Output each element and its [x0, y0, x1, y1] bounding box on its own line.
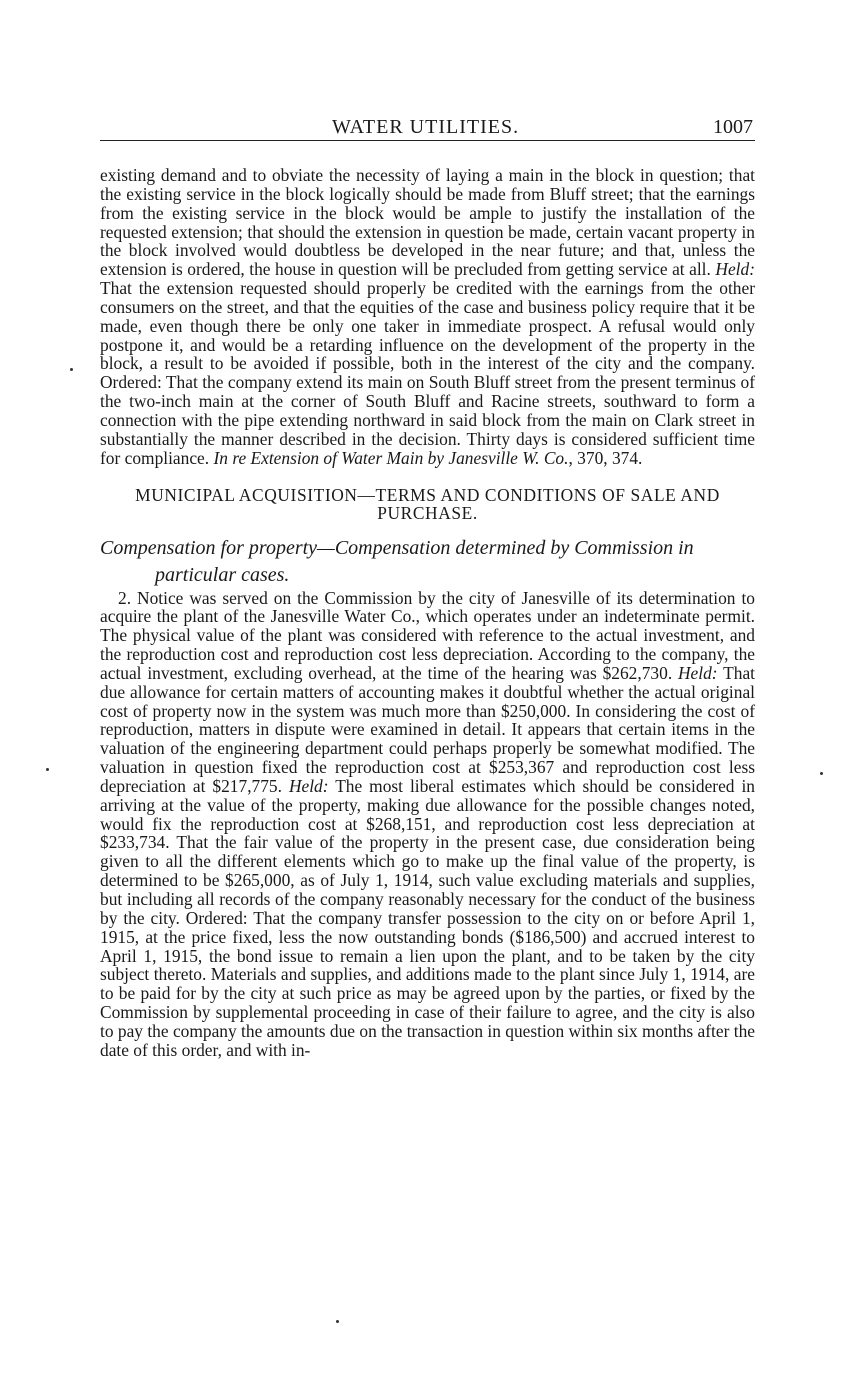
paragraph-text: 2. Notice was served on the Commission by the city of Janesville of its determination to acquire the plant of the Janesville Water Co., which operates under an indeterminate permit. The physical value of the plant was considered with reference to the actual investment, and the reproduction cost and reproduction cost less depreciation. According to the company, the actual investment, excluding overhead, at the time of the hearing was $262,730. — [100, 587, 755, 683]
held-label: Held: — [288, 775, 329, 796]
running-title: WATER UTILITIES. — [332, 116, 520, 138]
numbered-paragraph — [100, 589, 755, 1060]
scan-speck — [70, 368, 73, 371]
continued-paragraph — [100, 166, 755, 468]
subsection-heading: Compensation for property—Compensation determined by Commission in particular cases. — [100, 536, 694, 586]
paragraph-text: That the extension requested should properly be credited with the earnings from the other consumers on the street, and that the equities of the case and business policy require that it be made, even though there be only one taker in immediate prospect. A refusal would only postpone it, and would be a retarding influence on the development of the property in the block, a result to be avoided if possible, both in the interest of the city and the company. Ordered: That the company extend its main on South Bluff street from the present terminus of the two-inch main at the corner of South Bluff and Racine streets, southward to form a connection with the pipe extending northward in said block from the main on Clark street in substantially the manner described in the decision. Thirty days is considered sufficient time for compliance. — [100, 278, 755, 468]
section-heading: MUNICIPAL ACQUISITION—TERMS AND CONDITIONS OF SALE AND PURCHASE. — [135, 484, 720, 523]
held-label: Held: — [715, 259, 755, 280]
paragraph-text: That due allowance for certain matters of accounting makes it doubtful whether the actual original cost of property now in the system was much more than $250,000. In considering the cost of reproduction, matters in dispute were examined in detail. It appears that certain items in the valuation of the engineering department could perhaps properly be somewhat modified. The valuation in question fixed the reproduction cost at $253,367 and reproduction cost less depreciation at $217,775. — [100, 662, 755, 796]
case-citation: In re Extension of Water Main by Janesville W. Co. — [213, 447, 569, 468]
scan-speck — [46, 768, 49, 771]
paragraph-text: existing demand and to obviate the necessity of laying a main in the block in question; that the existing service in the block logically should be made from Bluff street; that the earnings from the existing service in the block would be ample to justify the installation of the requested extension; that should the extension in question be made, certain vacant property in the block involved would doubtless be developed in the near future; and that, unless the extension is ordered, the house in question will be precluded from getting service at all. — [100, 165, 755, 280]
page-number: 1007 — [713, 116, 753, 138]
held-label: Held: — [678, 662, 718, 683]
scan-speck — [820, 772, 823, 775]
citation-reference: , 370, 374. — [568, 447, 643, 468]
document-page — [100, 110, 755, 1060]
scan-speck — [336, 1320, 339, 1323]
paragraph-text: The most liberal estimates which should be considered in arriving at the value of the property, making due allowance for the possible changes noted, would fix the reproduction cost at $268,151, and reproduction cost less depreciation at $233,734. That the fair value of the property in the present case, due consideration being given to all the different elements which go to make up the final value of the property, is determined to be $265,000, as of July 1, 1914, such value excluding materials and supplies, but including all records of the company reasonably necessary for the conduct of the business by the city. Ordered: That the company transfer possession to the city on or before April 1, 1915, at the price fixed, less the now outstanding bonds ($186,500) and accrued interest to April 1, 1915, the bond issue to remain a lien upon the plant, and to be taken by the city subject thereto. Materials and supplies, and additions made to the plant since July 1, 1914, are to be paid for by the city at such price as may be agreed upon by the parties, or fixed by the Commission by supplemental proceeding in case of their failure to agree, and the city is also to pay the company the amounts due on the transaction in question within six months after the date of this order, and with in- — [100, 775, 755, 1060]
running-header — [100, 110, 755, 141]
